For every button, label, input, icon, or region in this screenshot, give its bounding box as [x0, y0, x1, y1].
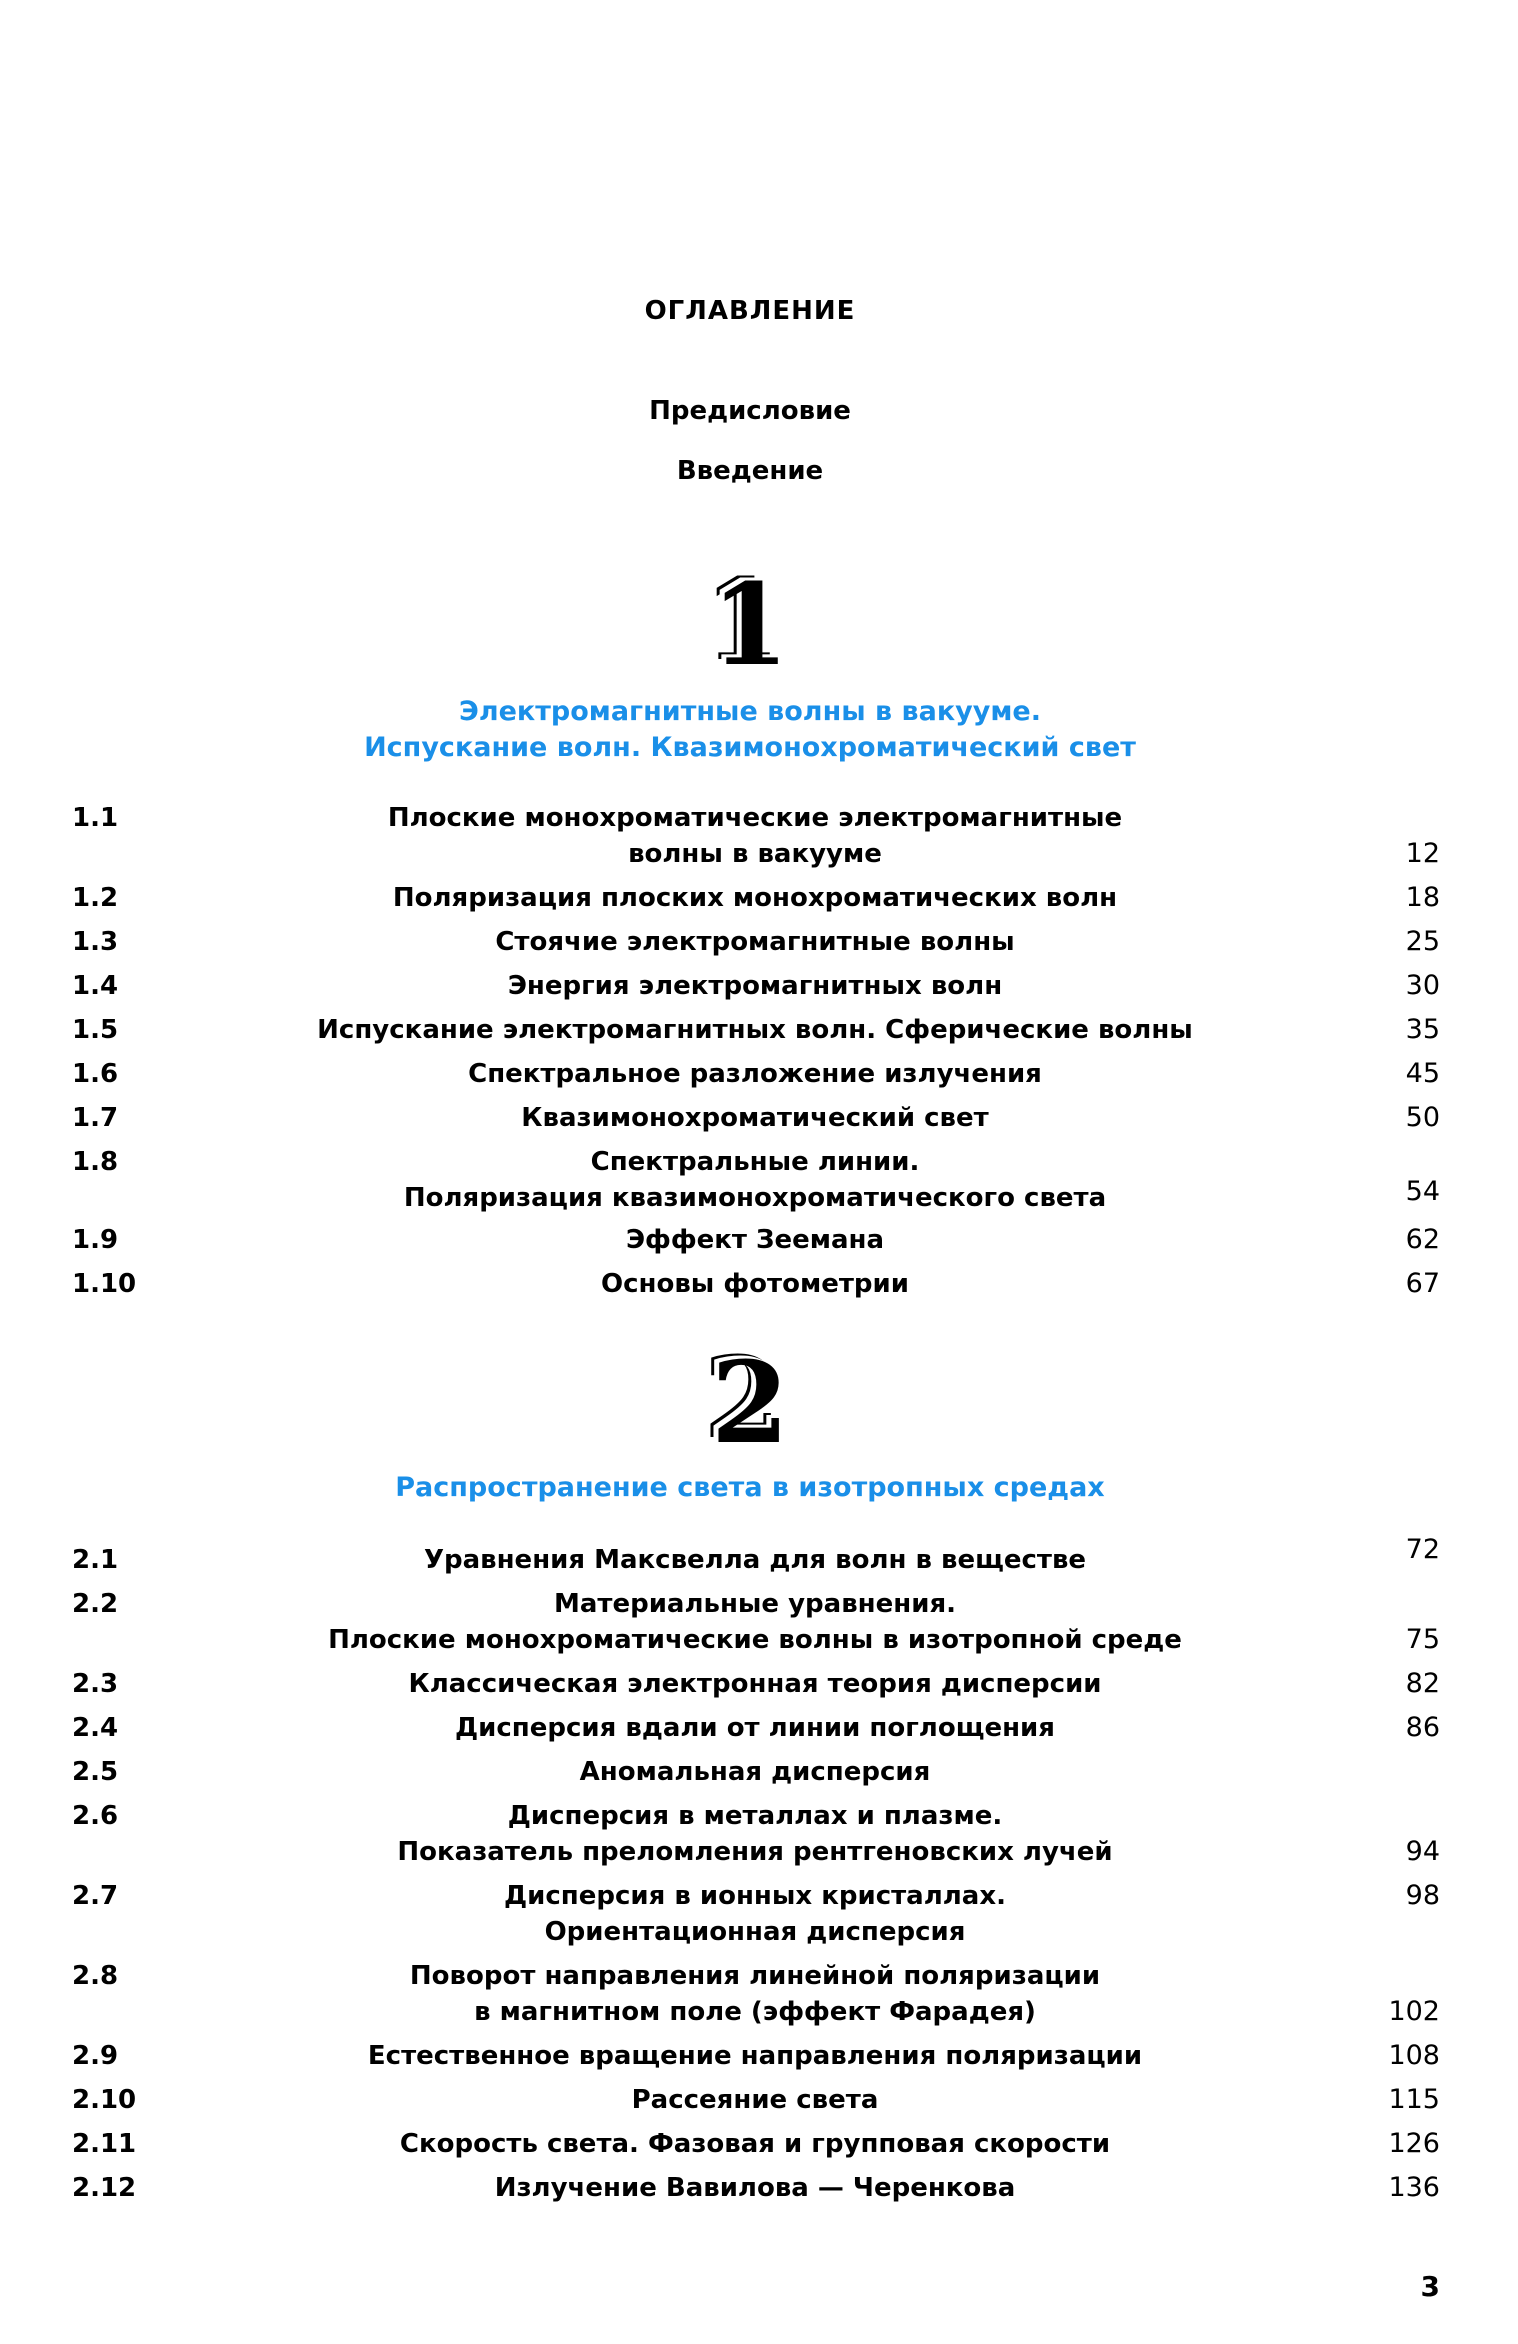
section-number: 1.8: [72, 1147, 119, 1177]
section-page: 136: [1388, 2172, 1440, 2203]
section-title: Дисперсия в металлах и плазме. Показатель преломления рентгеновских лучей: [397, 1801, 1113, 1867]
section-number: 2.5: [72, 1757, 119, 1787]
section-page: 126: [1388, 2128, 1440, 2159]
section-number: 2.8: [72, 1961, 119, 1991]
section-title: Рассеяние света: [631, 2085, 879, 2115]
section-number: 1.2: [72, 883, 119, 913]
chapter-1-title[interactable]: [0, 694, 1500, 766]
section-title: Излучение Вавилова — Черенкова: [494, 2173, 1016, 2203]
section-page: 108: [1388, 2040, 1440, 2071]
section-title: Аномальная дисперсия: [579, 1757, 931, 1787]
section-title: Стоячие электромагнитные волны: [495, 927, 1015, 957]
toc-entry-preface[interactable]: Предисловие: [649, 396, 851, 426]
page-number: 3: [1420, 2270, 1440, 2303]
chapter-1-title-line-2: Испускание волн. Квазимонохроматический свет: [364, 732, 1136, 763]
section-number: 1.6: [72, 1059, 119, 1089]
section-page: 75: [1405, 1624, 1440, 1655]
section-page: 62: [1405, 1224, 1440, 1255]
section-title: Классическая электронная теория дисперсии: [408, 1669, 1102, 1699]
section-number: 2.9: [72, 2041, 119, 2071]
section-page: 86: [1405, 1712, 1440, 1743]
section-page: 30: [1405, 970, 1440, 1001]
chapter-2-title-line-1: Распространение света в изотропных средах: [395, 1472, 1105, 1503]
section-page: 67: [1405, 1268, 1440, 1299]
section-page: 98: [1405, 1880, 1440, 1911]
section-page: 102: [1388, 1996, 1440, 2027]
section-title: Основы фотометрии: [601, 1269, 909, 1299]
section-page: 115: [1388, 2084, 1440, 2115]
section-page: 50: [1405, 1102, 1440, 1133]
section-number: 2.12: [72, 2173, 137, 2203]
section-title: Поворот направления линейной поляризации в магнитном поле (эффект Фарадея): [409, 1961, 1101, 2027]
section-number: 1.10: [72, 1269, 137, 1299]
section-title: Дисперсия в ионных кристаллах. Ориентационная дисперсия: [504, 1881, 1006, 1947]
section-title: Эффект Зеемана: [625, 1225, 885, 1255]
section-title: Скорость света. Фазовая и групповая скорости: [399, 2129, 1111, 2159]
section-number: 1.5: [72, 1015, 119, 1045]
section-page: 94: [1405, 1836, 1440, 1867]
section-page: 45: [1405, 1058, 1440, 1089]
section-number: 2.4: [72, 1713, 119, 1743]
section-page: 35: [1405, 1014, 1440, 1045]
section-number: 2.11: [72, 2129, 137, 2159]
section-title: Спектральные линии. Поляризация квазимонохроматического света: [403, 1147, 1107, 1213]
section-page: 54: [1405, 1176, 1440, 1207]
section-page: 12: [1405, 838, 1440, 869]
chapter-2-title[interactable]: [0, 1470, 1500, 1506]
section-number: 1.4: [72, 971, 119, 1001]
section-page: 25: [1405, 926, 1440, 957]
section-number: 1.9: [72, 1225, 119, 1255]
section-number: 2.3: [72, 1669, 119, 1699]
chapter-1-title-line-1: Электромагнитные волны в вакууме.: [459, 696, 1041, 727]
section-number: 2.1: [72, 1545, 119, 1575]
section-number: 2.2: [72, 1589, 119, 1619]
section-title: Спектральное разложение излучения: [468, 1059, 1042, 1089]
chapter-1-number: 1: [711, 560, 789, 691]
section-title: Энергия электромагнитных волн: [507, 971, 1003, 1001]
section-page: 18: [1405, 882, 1440, 913]
toc-entry-introduction[interactable]: Введение: [676, 456, 824, 486]
section-number: 2.7: [72, 1881, 119, 1911]
section-number: 1.1: [72, 803, 119, 833]
section-page: 82: [1405, 1668, 1440, 1699]
section-page: 72: [1405, 1534, 1440, 1565]
section-number: 1.3: [72, 927, 119, 957]
section-title: Испускание электромагнитных волн. Сферические волны: [317, 1015, 1193, 1045]
section-title: Поляризация плоских монохроматических волн: [392, 883, 1118, 913]
chapter-2-number: 2: [711, 1338, 789, 1469]
section-number: 2.6: [72, 1801, 119, 1831]
section-title: Дисперсия вдали от линии поглощения: [455, 1713, 1055, 1743]
section-title: Естественное вращение направления поляризации: [367, 2041, 1143, 2071]
section-title: Материальные уравнения. Плоские монохроматические волны в изотропной среде: [328, 1589, 1182, 1655]
section-number: 1.7: [72, 1103, 119, 1133]
section-title: Уравнения Максвелла для волн в веществе: [423, 1545, 1087, 1575]
section-title: Квазимонохроматический свет: [521, 1103, 989, 1133]
section-number: 2.10: [72, 2085, 137, 2115]
section-title: Плоские монохроматические электромагнитные волны в вакууме: [387, 803, 1123, 869]
toc-title: ОГЛАВЛЕНИЕ: [644, 296, 856, 326]
